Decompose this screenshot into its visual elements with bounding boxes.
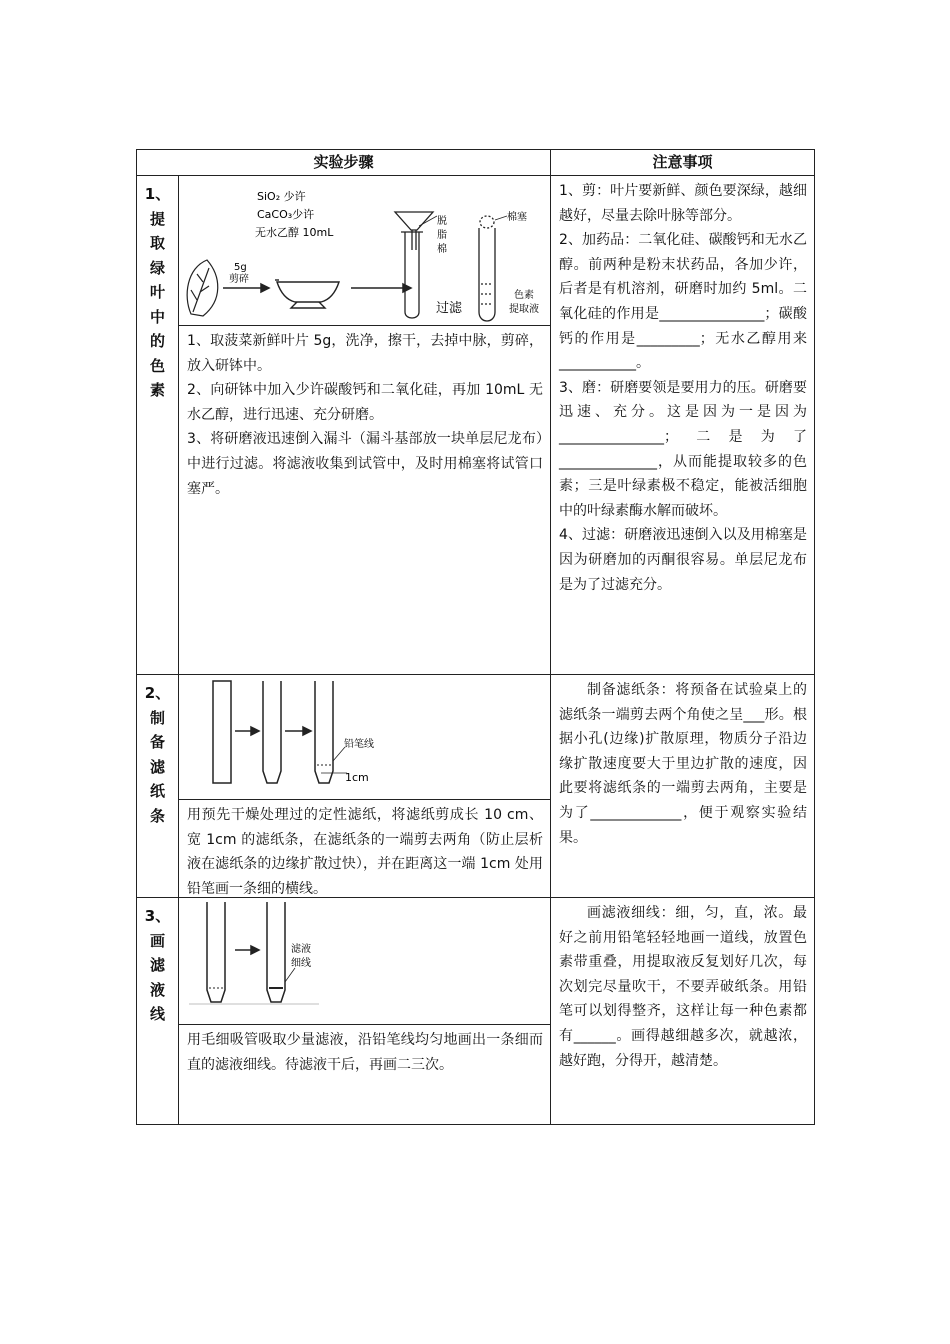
section-1-steps <box>178 325 551 675</box>
note-1-1: 1、剪：叶片要新鲜、颜色要深绿，越细越好，尽量去除叶脉等部分。 <box>559 183 807 224</box>
arrow-2-icon <box>351 284 411 292</box>
filtrate-label-2: 细线 <box>291 958 311 969</box>
header-notes: 注意事项 <box>550 149 815 176</box>
weight-label: 5g <box>234 262 247 273</box>
section-1-figure <box>178 175 551 326</box>
paper-strip-3 <box>315 681 333 783</box>
arrow-3-icon <box>235 727 259 735</box>
cut-label: 剪碎 <box>229 274 249 285</box>
paper-strip-2 <box>263 681 281 783</box>
section-3-notes <box>550 897 815 1125</box>
section-2-figure <box>178 674 551 800</box>
distance-label: 1cm <box>345 771 369 784</box>
extract-label-1: 色素 <box>514 290 534 301</box>
paper-strip-1 <box>213 681 231 783</box>
section-2-steps <box>178 799 551 898</box>
cotton-label-2: 脂 <box>437 230 447 241</box>
note-3-1: 画滤液细线：细，匀，直，浓。最好之前用铅笔轻轻地画一道线，放置色素带重叠，用提取液反复划好几次，每次划完尽量吹干，不要弄破纸条。用铅笔可以划得整齐，这样让每一种色素都有______。画得越细越多次，就越浓，越好跑，分得开，越清楚。 <box>559 905 807 1069</box>
step-1-1: 1、取菠菜新鲜叶片 5g，洗净，擦干，去掉中脉，剪碎，放入研钵中。 <box>187 333 543 374</box>
filtrate-label-1: 滤液 <box>291 944 311 955</box>
test-tube-icon <box>479 216 495 321</box>
caco3-label: CaCO₃少许 <box>257 208 315 221</box>
cotton-label-1: 脱 <box>437 216 447 227</box>
leaf-icon <box>187 260 218 316</box>
step-2-1: 用预先干燥处理过的定性滤纸，将滤纸剪成长 10 cm、宽 1cm 的滤纸条，在滤纸条的一端剪去两角（防止层析液在滤纸条的边缘扩散过快），并在距离这一端 1cm 处用铅笔画一条细的横线。 <box>187 807 543 897</box>
experiment-table <box>136 149 815 1125</box>
mortar-icon <box>275 280 339 308</box>
note-1-4: 4、过滤：研磨液迅速倒入以及用棉塞是因为研磨加的丙酮很容易。单层尼龙布是为了过滤充分。 <box>559 527 807 593</box>
section-2-label: 2、 制 备 滤 纸 条 <box>136 674 179 898</box>
filter-strip-1 <box>207 902 225 1002</box>
section-3-figure <box>178 897 551 1025</box>
cotton-label-3: 棉 <box>437 244 447 255</box>
pencil-line-label: 铅笔线 <box>344 739 374 750</box>
step-3-1: 用毛细吸管吸取少量滤液，沿铅笔线均匀地画出一条细而直的滤液细线。待滤液干后，再画二三次。 <box>187 1032 543 1073</box>
note-1-3: 3、磨：研磨要领是要用力的压。研磨要迅速、充分。这是因为一是因为 _______________；二是为了 ______________，从而能提取较多的色素；三是叶绿素极不稳定，能被活细胞中的叶绿素酶水解而破坏。 <box>559 379 807 519</box>
arrow-1-icon <box>223 284 269 292</box>
extract-label-2: 提取液 <box>509 304 539 315</box>
step-1-2: 2、向研钵中加入少许碳酸钙和二氧化硅，再加 10mL 无水乙醇，进行迅速、充分研磨。 <box>187 382 543 423</box>
arrow-5-icon <box>235 946 259 954</box>
step-1-3: 3、将研磨液迅速倒入漏斗（漏斗基部放一块单层尼龙布）中进行过滤。将滤液收集到试管中，及时用棉塞将试管口塞严。 <box>187 431 543 497</box>
sio2-label: SiO₂ 少许 <box>257 190 306 203</box>
note-2-1: 制备滤纸条：将预备在试验桌上的滤纸条一端剪去两个角使之呈___形。根据小孔(边缘)扩散原理，物质分子沿边缘扩散速度要大于里边扩散的速度，因此要将滤纸条的一端剪去两角，主要是为了_____________，便于观察实验结果。 <box>559 682 807 846</box>
header-steps: 实验步骤 <box>136 149 551 176</box>
section-3-label: 3、 画 滤 液 线 <box>136 897 179 1125</box>
plug-label: 棉塞 <box>507 212 527 223</box>
section-1-notes <box>550 175 815 675</box>
section-1-label: 1、 提 取 绿 叶 中 的 色 素 <box>136 175 179 675</box>
filter-label: 过滤 <box>436 301 463 316</box>
section-2-notes <box>550 674 815 898</box>
funnel-icon <box>395 212 433 318</box>
ethanol-label: 无水乙醇 10mL <box>255 226 334 239</box>
section-3-steps <box>178 1024 551 1125</box>
arrow-4-icon <box>285 727 311 735</box>
note-1-2: 2、加药品：二氧化硅、碳酸钙和无水乙醇。前两种是粉末状药品，各加少许，后者是有机溶剂，研磨时加约 5ml。二氧化硅的作用是_______________；碳酸钙的作用是_________；无水乙醇用来___________。 <box>559 232 807 372</box>
